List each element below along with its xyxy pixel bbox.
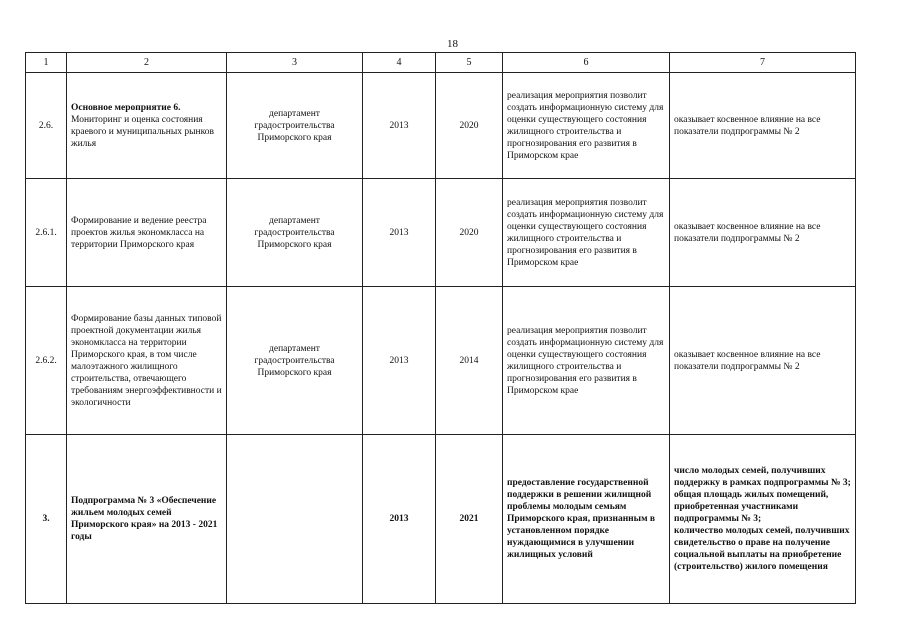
cell-number: 2.6. bbox=[26, 73, 67, 179]
cell-executor bbox=[227, 435, 363, 604]
cell-executor: департамент градостроительства Приморского края bbox=[227, 73, 363, 179]
cell-measure-name bbox=[67, 73, 227, 179]
indicator-item: число молодых семей, получивших поддержку в рамках подпрограммы № 3; bbox=[674, 466, 851, 488]
cell-start-year: 2013 bbox=[363, 73, 436, 179]
table-row bbox=[26, 73, 856, 179]
cell-end-year: 2020 bbox=[436, 179, 503, 287]
cell-end-year: 2020 bbox=[436, 73, 503, 179]
cell-indicator-relation: оказывает косвенное влияние на все показатели подпрограммы № 2 bbox=[670, 287, 856, 435]
column-header: 1 bbox=[26, 53, 67, 73]
page-number: 18 bbox=[447, 38, 458, 50]
cell-number: 3. bbox=[26, 435, 67, 604]
cell-end-year: 2021 bbox=[436, 435, 503, 604]
cell-indicator-relation bbox=[670, 435, 856, 604]
table-row bbox=[26, 435, 856, 604]
cell-expected-result: реализация мероприятия позволит создать информационную систему для оценки существующего состояния жилищного строительства и прогнозирования его развития в Приморском крае bbox=[503, 179, 670, 287]
measure-title: Основное мероприятие 6. bbox=[71, 102, 181, 113]
column-header: 3 bbox=[227, 53, 363, 73]
cell-executor: департамент градостроительства Приморского края bbox=[227, 179, 363, 287]
cell-expected-result: реализация мероприятия позволит создать информационную систему для оценки существующего состояния жилищного строительства и прогнозирования его развития в Приморском крае bbox=[503, 287, 670, 435]
column-header: 6 bbox=[503, 53, 670, 73]
table-header-row bbox=[26, 53, 856, 73]
cell-executor: департамент градостроительства Приморского края bbox=[227, 287, 363, 435]
measures-table bbox=[25, 52, 856, 604]
cell-indicator-relation: оказывает косвенное влияние на все показатели подпрограммы № 2 bbox=[670, 73, 856, 179]
column-header: 5 bbox=[436, 53, 503, 73]
table-row bbox=[26, 179, 856, 287]
cell-expected-result: предоставление государственной поддержки в решении жилищной проблемы молодым семьям Приморского края, признанным в установленном порядке нуждающимися в улучшении жилищных условий bbox=[503, 435, 670, 604]
table-row bbox=[26, 287, 856, 435]
cell-indicator-relation: оказывает косвенное влияние на все показатели подпрограммы № 2 bbox=[670, 179, 856, 287]
cell-number: 2.6.1. bbox=[26, 179, 67, 287]
measure-description: Мониторинг и оценка состояния краевого и муниципальных рынков жилья bbox=[71, 114, 214, 149]
column-header: 7 bbox=[670, 53, 856, 73]
cell-measure-name: Формирование базы данных типовой проектной документации жилья экономкласса на территории Приморского края, в том числе малоэтажного жилищного строительства, отвечающего требованиям энергоэффективности и экологичности bbox=[67, 287, 227, 435]
indicator-item: количество молодых семей, получивших свидетельство о праве на получение социальной выплаты на приобретение (строительство) жилого помещения bbox=[674, 526, 850, 572]
column-header: 2 bbox=[67, 53, 227, 73]
cell-expected-result: реализация мероприятия позволит создать информационную систему для оценки существующего состояния жилищного строительства и прогнозирования его развития в Приморском крае bbox=[503, 73, 670, 179]
cell-measure-name: Подпрограмма № 3 «Обеспечение жильем молодых семей Приморского края» на 2013 - 2021 годы bbox=[67, 435, 227, 604]
indicator-item: общая площадь жилых помещений, приобретенная участниками подпрограммы № 3; bbox=[674, 490, 829, 524]
cell-start-year: 2013 bbox=[363, 179, 436, 287]
cell-end-year: 2014 bbox=[436, 287, 503, 435]
cell-measure-name: Формирование и ведение реестра проектов жилья экономкласса на территории Приморского края bbox=[67, 179, 227, 287]
cell-start-year: 2013 bbox=[363, 435, 436, 604]
column-header: 4 bbox=[363, 53, 436, 73]
cell-number: 2.6.2. bbox=[26, 287, 67, 435]
cell-start-year: 2013 bbox=[363, 287, 436, 435]
